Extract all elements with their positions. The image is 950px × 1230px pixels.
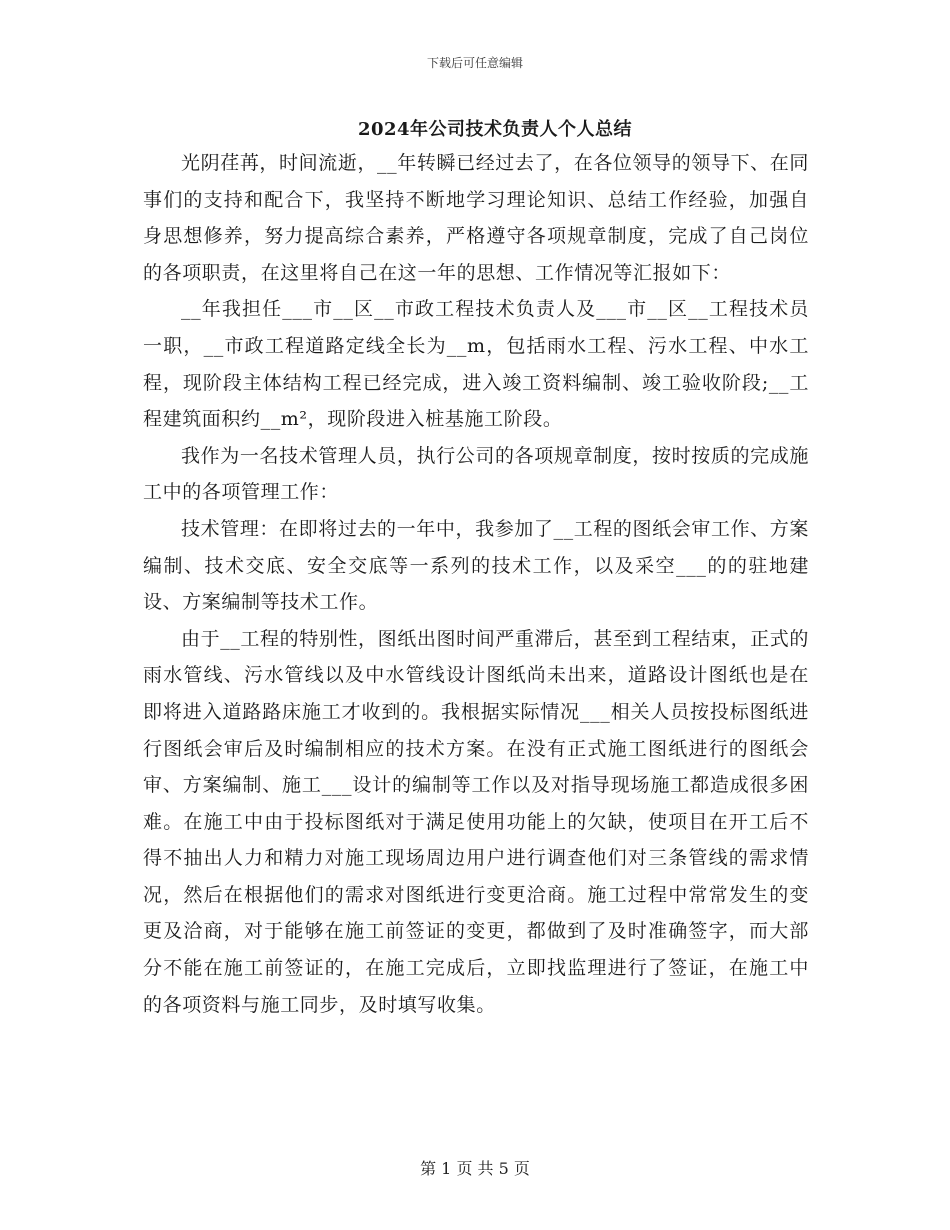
page-number: 第 1 页 共 5 页 [420, 1159, 530, 1178]
header-note: 下载后可任意编辑 [426, 56, 523, 70]
paragraph-tech-management: 技术管理：在即将过去的一年中，我参加了__工程的图纸会审工作、方案编制、技术交底、安全交底等一系列的技术工作，以及采空___的的驻地建设、方案编制等技术工作。 [143, 517, 809, 614]
paragraph-duty: 我作为一名技术管理人员，执行公司的各项规章制度，按时按质的完成施工中的各项管理工作： [143, 444, 809, 504]
paragraph-role: __年我担任___市__区__市政工程技术负责人及___市__区__工程技术员一职，__市政工程道路定线全长为__m，包括雨水工程、污水工程、中水工程，现阶段主体结构工程已经完成，进入竣工资料编制、竣工验收阶段;__工程建筑面积约__m²，现阶段进入桩基施工阶段。 [143, 298, 809, 431]
paragraph-intro: 光阴荏苒，时间流逝，__年转瞬已经过去了，在各位领导的领导下、在同事们的支持和配合下，我坚持不断地学习理论知识、总结工作经验，加强自身思想修养，努力提高综合素养，严格遵守各项规章制度，完成了自己岗位的各项职责，在这里将自己在这一年的思想、工作情况等汇报如下： [143, 152, 809, 284]
document-body [143, 145, 809, 1023]
paragraph-drawings: 由于__工程的特别性，图纸出图时间严重滞后，甚至到工程结束，正式的雨水管线、污水管线以及中水管线设计图纸尚未出来，道路设计图纸也是在即将进入道路路床施工才收到的。我根据实际情况___相关人员按投标图纸进行图纸会审后及时编制相应的技术方案。在没有正式施工图纸进行的图纸会审、方案编制、施工___设计的编制等工作以及对指导现场施工都造成很多困难。在施工中由于投标图纸对于满足使用功能上的欠缺，使项目在开工后不得不抽出人力和精力对施工现场周边用户进行调查他们对三条管线的需求情况，然后在根据他们的需求对图纸进行变更洽商。施工过程中常常发生的变更及洽商，对于能够在施工前签证的变更，都做到了及时准确签字，而大部分不能在施工前签证的，在施工完成后，立即找监理进行了签证，在施工中的各项资料与施工同步，及时填写收集。 [143, 627, 809, 1016]
document-title: 2024年公司技术负责人个人总结 [357, 119, 633, 140]
